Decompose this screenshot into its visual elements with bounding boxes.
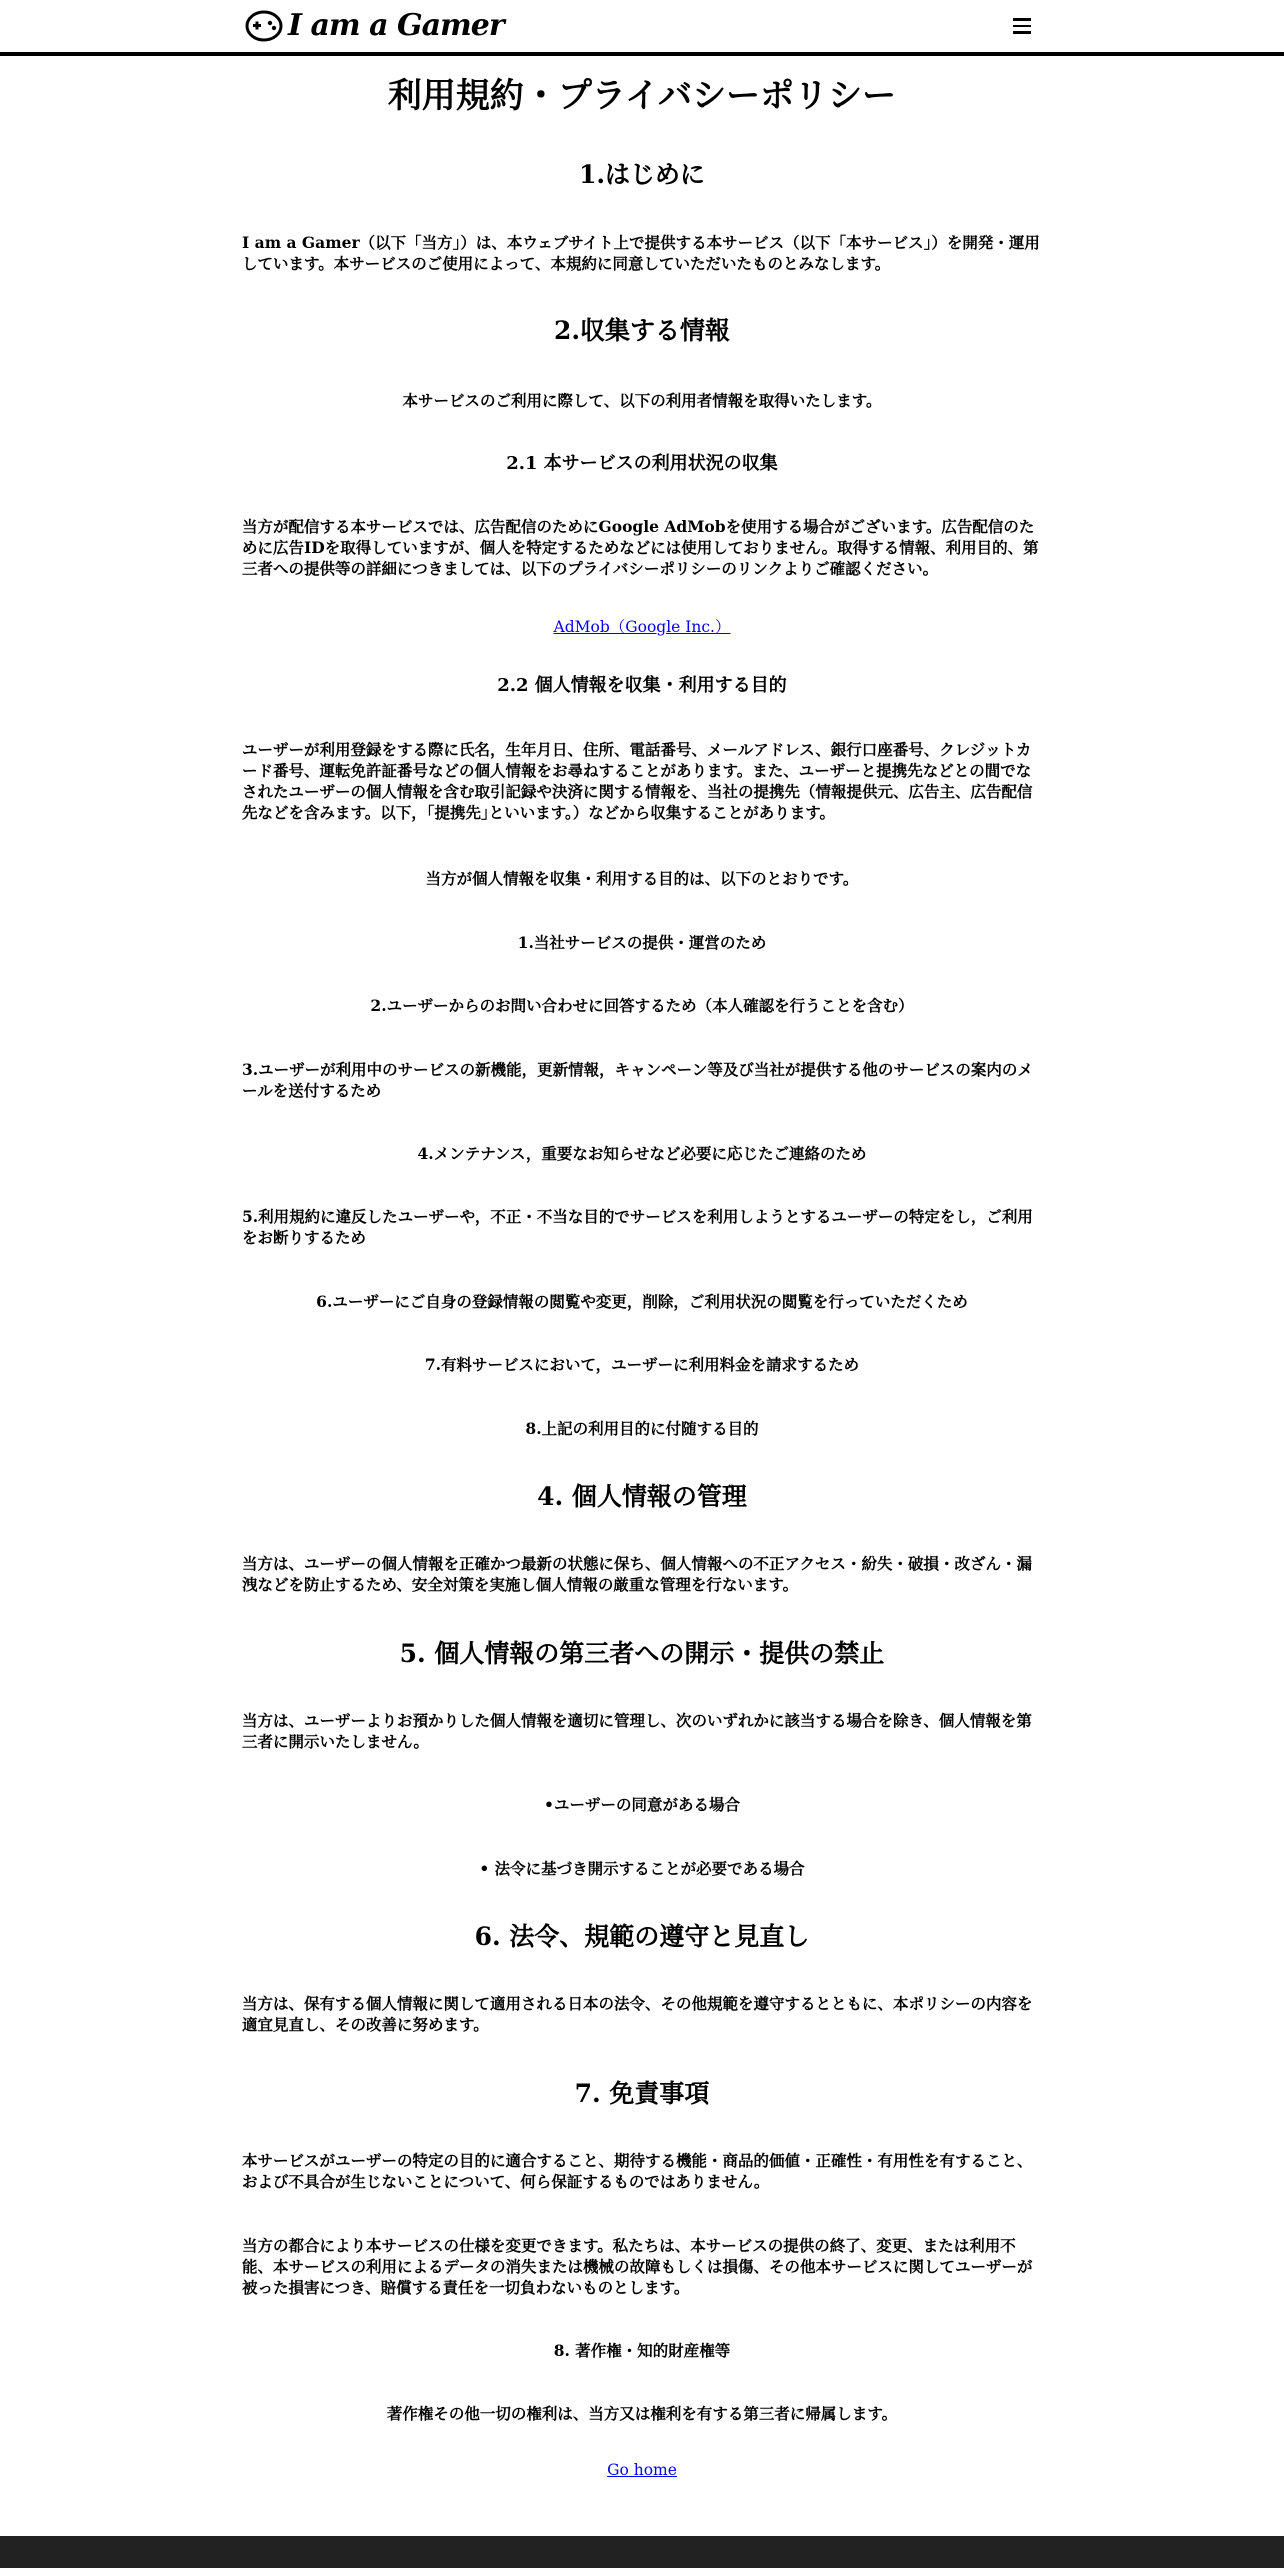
logo-text: I am a Gamer: [288, 8, 504, 43]
section-heading-copyright: 8. 著作権・知的財産権等: [553, 2341, 731, 2360]
paragraph-usage: 当方が配信する本サービスでは、広告配信のためにGoogle AdMobを使用する場合がございます。広告配信のために広告IDを取得していますが、個人を特定するためなどには使用しておりません。取得する情報、利用目的、第三者への提供等の詳細につきましては、以下のプライバシーポリシーのリンクよりご確認ください。: [242, 517, 1039, 578]
section-heading-compliance: 6. 法令、規範の遵守と見直し: [474, 1922, 810, 1951]
purpose-item: 2.ユーザーからのお問い合わせに回答するため（本人確認を行うことを含む）: [370, 996, 914, 1015]
purpose-item: 7.有料サービスにおいて，ユーザーに利用料金を請求するため: [424, 1355, 860, 1374]
section-heading-intro: 1.はじめに: [578, 160, 706, 189]
page-title: 利用規約・プライバシーポリシー: [387, 76, 897, 116]
go-home-wrap: [242, 2460, 1042, 2481]
paragraph-collected-info: 本サービスのご利用に際して、以下の利用者情報を取得いたします。: [402, 391, 882, 410]
paragraph-disclosure: 当方は、ユーザーよりお預かりした個人情報を適切に管理し、次のいずれかに該当する場合を除き、個人情報を第三者に開示いたしません。: [242, 1711, 1032, 1751]
hamburger-menu-icon[interactable]: [1008, 12, 1036, 40]
admob-link-wrap: [242, 617, 1042, 638]
paragraph-management: 当方は、ユーザーの個人情報を正確かつ最新の状態に保ち、個人情報への不正アクセス・紛失・破損・改ざん・漏洩などを防止するため、安全対策を実施し個人情報の厳重な管理を行ないます。: [242, 1554, 1033, 1594]
subsection-heading-usage: 2.1 本サービスの利用状況の収集: [506, 453, 778, 474]
go-home-link[interactable]: Go home: [607, 2461, 677, 2479]
bullet-item: •ユーザーの同意がある場合: [544, 1795, 740, 1814]
purpose-item: 4.メンテナンス，重要なお知らせなど必要に応じたご連絡のため: [417, 1144, 867, 1163]
section-heading-disclosure: 5. 個人情報の第三者への開示・提供の禁止: [399, 1639, 885, 1668]
purpose-item: 6.ユーザーにご自身の登録情報の閲覧や変更，削除，ご利用状況の閲覧を行っていただくため: [316, 1292, 968, 1311]
paragraph-purpose-intro: 当方が個人情報を収集・利用する目的は、以下のとおりです。: [425, 869, 859, 888]
paragraph-disclaimer-2: 当方の都合により本サービスの仕様を変更できます。私たちは、本サービスの提供の終了、変更、または利用不能、本サービスの利用によるデータの消失または機械の故障もしくは損傷、その他本サービスに関してユーザーが被った損害につき、賠償する責任を一切負わないものとします。: [242, 2236, 1033, 2297]
bullet-item: • 法令に基づき開示することが必要である場合: [479, 1859, 805, 1878]
paragraph-intro: I am a Gamer（以下「当方」）は、本ウェブサイト上で提供する本サービス（以下「本サービス」）を開発・運用しています。本サービスのご使用によって、本規約に同意していただいたものとみなします。: [242, 233, 1040, 273]
subsection-heading-purpose: 2.2 個人情報を収集・利用する目的: [497, 675, 787, 696]
section-heading-collected-info: 2.収集する情報: [553, 316, 731, 345]
site-footer: [0, 2536, 1284, 2568]
purpose-item: 8.上記の利用目的に付随する目的: [525, 1419, 759, 1438]
section-heading-management: 4. 個人情報の管理: [537, 1482, 747, 1511]
purpose-item: 1.当社サービスの提供・運営のため: [517, 933, 767, 952]
controller-icon: [244, 8, 284, 44]
site-logo[interactable]: [244, 6, 504, 46]
section-heading-disclaimer: 7. 免責事項: [574, 2079, 710, 2108]
site-header: [0, 0, 1284, 56]
paragraph-compliance: 当方は、保有する個人情報に関して適用される日本の法令、その他規範を遵守するとともに、本ポリシーの内容を適宜見直し、その改善に努めます。: [242, 1994, 1033, 2034]
paragraph-disclaimer-1: 本サービスがユーザーの特定の目的に適合すること、期待する機能・商品的価値・正確性・有用性を有すること、および不具合が生じないことについて、何ら保証するものではありません。: [242, 2151, 1033, 2191]
paragraph-copyright: 著作権その他一切の権利は、当方又は権利を有する第三者に帰属します。: [386, 2404, 898, 2423]
purpose-item: 5.利用規約に違反したユーザーや，不正・不当な目的でサービスを利用しようとするユーザーの特定をし，ご利用をお断りするため: [242, 1207, 1033, 1247]
purpose-item: 3.ユーザーが利用中のサービスの新機能，更新情報，キャンペーン等及び当社が提供する他のサービスの案内のメールを送付するため: [242, 1060, 1033, 1100]
paragraph-personal-info: ユーザーが利用登録をする際に氏名，生年月日、住所、電話番号、メールアドレス、銀行口座番号、クレジットカード番号、運転免許証番号などの個人情報をお尋ねすることがあります。また、ユーザーと提携先などとの間でなされたユーザーの個人情報を含む取引記録や決済に関する情報を、当社の提携先（情報提供元、広告主、広告配信先などを含みます。以下，｢提携先｣といいます。）などから収集することがあります。: [242, 740, 1033, 822]
admob-link[interactable]: AdMob（Google Inc.）: [553, 618, 731, 636]
